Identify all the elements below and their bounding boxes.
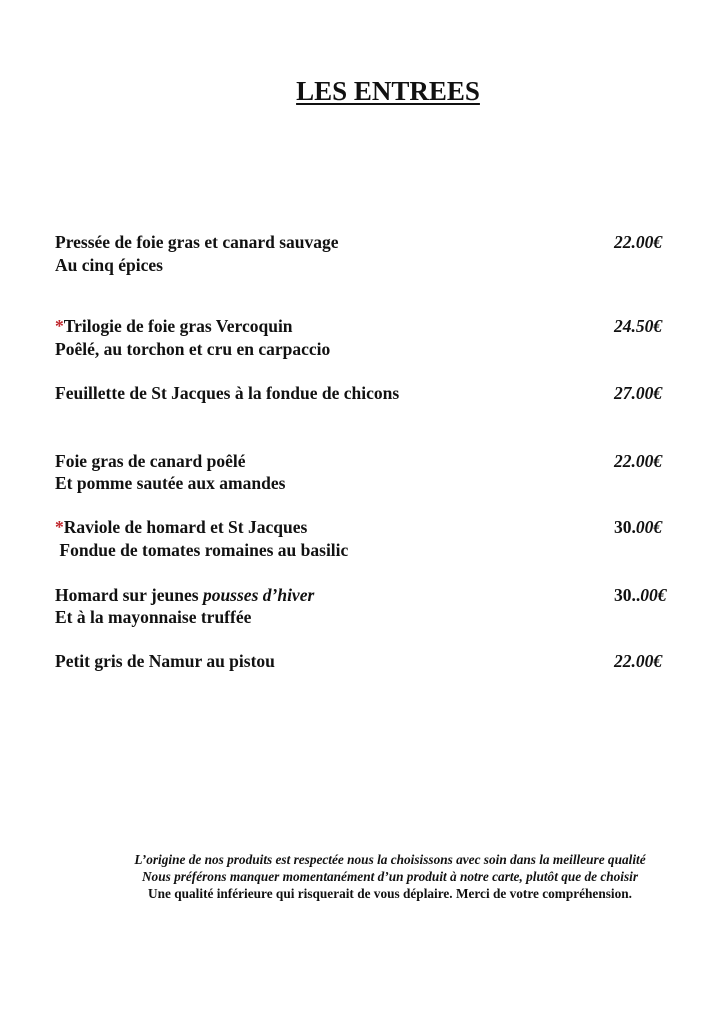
star-marker: * [55, 517, 64, 537]
price-main: 30.. [614, 585, 641, 605]
menu-item-desc: Au cinq épices [55, 255, 163, 275]
item-name-text: Raviole de homard et St Jacques [63, 517, 308, 537]
menu-item-name [55, 585, 314, 605]
menu-item-name: Foie gras de canard poêlé [55, 451, 246, 471]
menu-item-price [614, 383, 662, 403]
menu-item-name [55, 517, 307, 537]
menu-item-name: Pressée de foie gras et canard sauvage [55, 232, 339, 252]
menu-item-desc: Et pomme sautée aux amandes [55, 473, 286, 493]
price-italic: 27.00€ [614, 383, 663, 403]
page-title: LES ENTREES [296, 76, 480, 106]
price-italic: 00€ [640, 585, 667, 605]
menu-item-desc: Et à la mayonnaise truffée [55, 607, 252, 627]
menu-item-price [614, 585, 667, 605]
menu-item-name [55, 316, 293, 336]
menu-item-name: Petit gris de Namur au pistou [55, 651, 275, 671]
star-marker: * [55, 316, 64, 336]
footer-note [100, 851, 680, 902]
price-italic: 22.00€ [614, 232, 663, 252]
price-italic: 24.50€ [614, 316, 663, 336]
footer-line-2: Nous préférons manquer momentanément d’un produit à notre carte, plutôt que de choisir [141, 869, 639, 884]
price-main: 30. [614, 517, 636, 537]
item-name-text: Homard sur jeunes [55, 585, 203, 605]
menu-item-name: Feuillette de St Jacques à la fondue de chicons [55, 383, 400, 403]
footer-line-3: Une qualité inférieure qui risquerait de vous déplaire. Merci de votre compréhension. [148, 886, 632, 901]
item-name-italic: pousses d’hiver [202, 585, 315, 605]
menu-item-price [614, 316, 662, 336]
footer-line-1: L’origine de nos produits est respectée nous la choisissons avec soin dans la meilleure qualité [134, 852, 646, 867]
price-italic: 22.00€ [614, 451, 663, 471]
menu-item-price [614, 232, 662, 252]
menu-item-desc: Fondue de tomates romaines au basilic [55, 540, 349, 560]
price-italic: 00€ [635, 517, 663, 537]
menu-item-price [614, 651, 662, 671]
price-italic: 22.00€ [614, 651, 663, 671]
menu-item-price [614, 517, 662, 537]
item-name-text: Trilogie de foie gras Vercoquin [63, 316, 293, 336]
menu-item-desc: Poêlé, au torchon et cru en carpaccio [55, 339, 331, 359]
menu-item-price [614, 451, 662, 471]
